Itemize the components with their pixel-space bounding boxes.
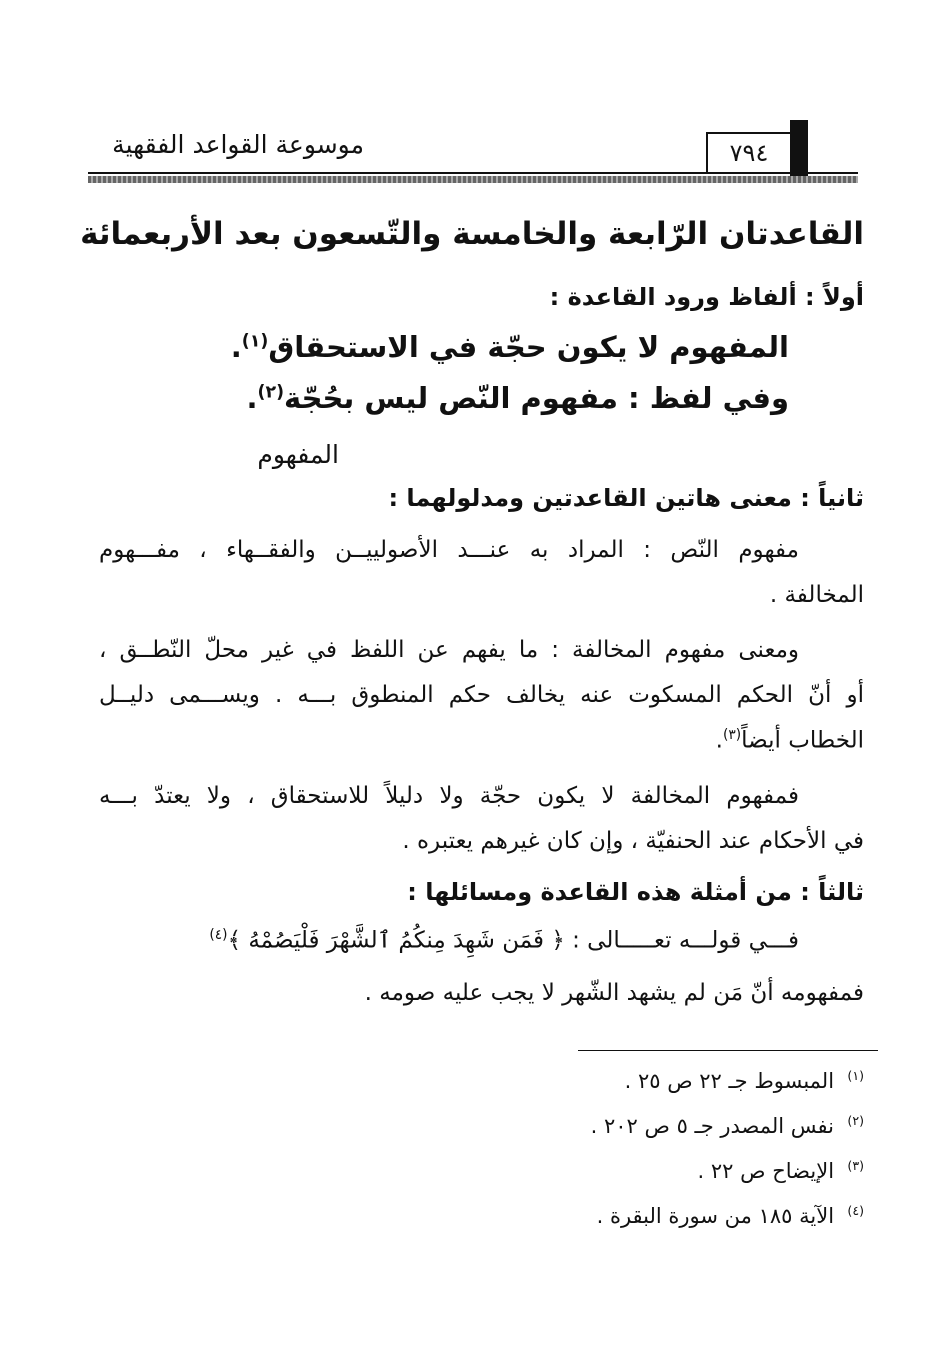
- footnote-number: (١): [847, 1068, 864, 1083]
- footnote-number: (٤): [847, 1203, 864, 1218]
- footnote-text: نفس المصدر جـ ٥ ص ٢٠٢ .: [590, 1114, 835, 1138]
- footnote-ref-3[interactable]: (٣): [722, 727, 742, 743]
- paragraph-line: فمفهوم المخالفة لا يكون حجّة ولا دليلاً للاستحقاق ، ولا يعتدّ بـــه: [99, 783, 799, 809]
- paragraph-line: فمفهومه أنّ مَن لم يشهد الشّهر لا يجب عليه صومه .: [364, 980, 864, 1006]
- rule-text-1: المفهوم لا يكون حجّة في الاستحقاق: [268, 330, 789, 364]
- paragraph-line: مفهوم النّص : المراد به عنـــد الأصولييــن والفقــهاء ، مفـــهوم: [99, 537, 799, 563]
- rule-statement-1: المفهوم لا يكون حجّة في الاستحقاق$^{(١)}$.: [230, 330, 789, 364]
- paragraph-line: المخالفة .: [769, 582, 864, 608]
- footnote-text: الإيضاح ص ٢٢ .: [697, 1159, 835, 1183]
- paragraph-line: ومعنى مفهوم المخالفة : ما يفهم عن اللفظ في غير محلّ النّطــق ،: [99, 637, 799, 663]
- section-heading-3: ثالثاً : من أمثلة هذه القاعدة ومسائلها :: [407, 878, 864, 906]
- footnote-text: الآية ١٨٥ من سورة البقرة .: [596, 1204, 835, 1228]
- footnote-1: [625, 1068, 864, 1093]
- footnote-2: [591, 1113, 864, 1138]
- section-heading-1: أولاً : ألفاظ ورود القاعدة :: [549, 283, 864, 311]
- footnote-text: المبسوط جـ ٢٢ ص ٢٥ .: [624, 1069, 835, 1093]
- paragraph-line: في الأحكام عند الحنفيّة ، وإن كان غيرهم يعتبره .: [402, 828, 864, 854]
- footnote-ref-2[interactable]: (٢): [257, 382, 285, 403]
- footnote-ref-1[interactable]: (١): [241, 331, 269, 352]
- footnote-3: [698, 1158, 864, 1183]
- section-heading-2: ثانياً : معنى هاتين القاعدتين ومدلولهما :: [388, 484, 864, 512]
- footnote-separator: [578, 1050, 878, 1051]
- page-number: ٧٩٤: [706, 132, 790, 172]
- header-rule-band: [88, 176, 858, 183]
- running-header-title: موسوعة القواعد الفقهية: [112, 130, 364, 159]
- footnote-number: (٣): [847, 1158, 864, 1173]
- header-rule: [88, 172, 858, 174]
- chapter-title: القاعدتان الرّابعة والخامسة والتّسعون بعد الأربعمائة: [80, 216, 864, 252]
- rule-statement-2: وفي لفظ : مفهوم النّص ليس بحُجّة$^{(٢)}$.: [246, 381, 789, 415]
- header-bar-decoration: [790, 120, 808, 178]
- paragraph-line: أو أنّ الحكم المسكوت عنه يخالف حكم المنطوق بـــه . ويســـمى دليــل: [99, 682, 864, 708]
- handwritten-keyword: المفهوم: [257, 440, 339, 469]
- rule-text-2: وفي لفظ : مفهوم النّص ليس بحُجّة: [284, 381, 789, 415]
- paragraph-line: الخطاب أيضاً$^{(٣)}$.: [715, 727, 864, 754]
- quran-verse-line: فـــي قولـــه تعـــــالى : ﴿ فَمَن شَهِدَ مِنكُمُ ٱلشَّهْرَ فَلْيَصُمْهُ ﴾$^{(٤)}$: [209, 927, 799, 954]
- footnote-number: (٢): [847, 1113, 864, 1128]
- footnote-ref-4[interactable]: (٤): [209, 927, 228, 943]
- footnote-4: [597, 1203, 864, 1228]
